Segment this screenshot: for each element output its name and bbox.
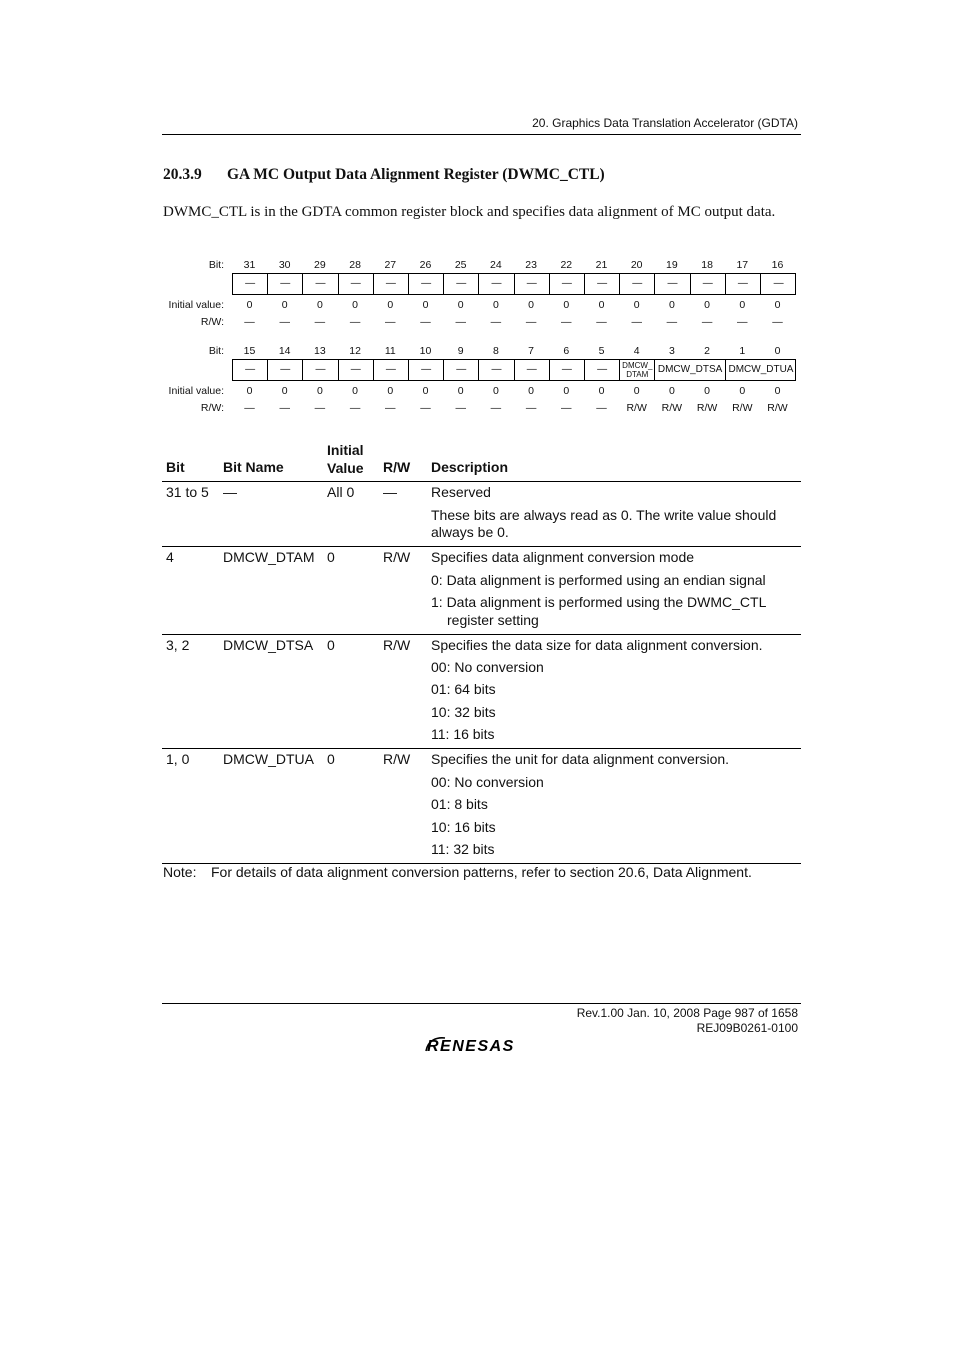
rw-value: — [525,402,537,414]
rw-value: R/W [661,402,683,414]
initial-value: 0 [246,385,253,397]
cell-rw: R/W [383,637,411,653]
bit-number: 27 [384,259,397,271]
cell-initial: All 0 [327,484,355,500]
bit-label: Bit: [208,345,224,357]
rw-value: — [561,402,572,414]
section-number: 20.3.9 [163,166,202,183]
register-field: — [339,274,374,294]
register-field: — [374,274,409,294]
intro-paragraph: DWMC_CTL is in the GDTA common register block and specifies data alignment of MC output data. [163,204,776,220]
initial-value: 0 [598,299,605,311]
initial-value: 0 [316,299,323,311]
cell-description: Reserved [431,484,491,500]
cell-description: 00: No conversion [431,659,544,675]
bit-label: Bit: [208,259,224,271]
bit-number: 20 [630,259,643,271]
initial-value: 0 [668,299,675,311]
cell-description: These bits are always read as 0. The write value should always be 0. [431,507,777,540]
renesas-logo [423,1034,541,1061]
bit-number: 24 [490,259,502,271]
register-field: — [479,274,514,294]
initial-value: 0 [668,385,675,397]
section-title: GA MC Output Data Alignment Register (DWMC_CTL) [227,166,605,183]
bit-number: 5 [598,345,605,357]
footer-revision: Rev.1.00 Jan. 10, 2008 Page 987 of 1658 [576,1006,798,1020]
register-field: — [444,360,479,380]
cell-description: 0: Data alignment is performed using an endian signal [431,572,766,588]
register-field: — [585,360,620,380]
bit-number: 7 [528,345,535,357]
cell-bit: 3, 2 [166,637,190,653]
rw-value: — [314,316,326,328]
bit-number: 19 [666,259,678,271]
rw-value: — [279,316,290,328]
register-field: DMCW_DTSA [655,360,725,380]
initial-value: 0 [633,299,640,311]
rw-value: — [314,402,326,414]
running-header: 20. Graphics Data Translation Accelerator (GDTA) [532,116,798,130]
bit-number: 10 [419,345,432,357]
bit-number: 26 [419,259,432,271]
initial-value: 0 [387,385,394,397]
cell-rw: R/W [383,751,411,767]
initial-value: 0 [598,385,605,397]
bit-number: 21 [595,259,608,271]
rw-value: — [349,316,361,328]
initial-value: 0 [457,385,464,397]
initial-value: 0 [246,299,253,311]
row-rule [162,634,801,635]
cell-bit-name: — [223,484,237,500]
initial-value: 0 [774,299,781,311]
rw-value: — [349,402,361,414]
cell-description: 10: 16 bits [431,819,496,835]
initial-value: 0 [387,299,394,311]
bit-number: 18 [701,259,713,271]
cell-description: Specifies data alignment conversion mode [431,549,695,565]
cell-description: 11: 16 bits [431,726,495,742]
bit-number: 13 [314,345,326,357]
register-field: — [479,360,514,380]
register-field: — [515,360,550,380]
bit-number: 9 [457,345,464,357]
register-field: — [303,274,338,294]
cell-rw: R/W [383,549,411,565]
bit-number: 16 [771,259,784,271]
header-bit: Bit [166,459,185,475]
logo-wordmark: RENESAS [427,1038,515,1055]
rw-value: — [666,316,678,328]
register-field: — [444,274,479,294]
cell-bit: 31 to 5 [166,484,209,500]
register-field: — [268,360,303,380]
bit-number: 3 [668,345,675,357]
register-field: — [233,274,268,294]
register-field: — [303,360,338,380]
register-field: DMCW_DTUA [728,364,794,375]
initial-value: 0 [492,299,499,311]
cell-bit-name: DMCW_DTAM [223,549,315,565]
rw-value: — [561,316,572,328]
initial-value: 0 [352,385,359,397]
rw-value: — [596,402,607,414]
header-bit-name: Bit Name [223,459,284,475]
cell-bit: 1, 0 [166,751,190,767]
bit-number: 31 [243,259,256,271]
section-heading [163,166,605,184]
bit-number: 23 [525,259,537,271]
rw-value: — [525,316,537,328]
table-header-rule [162,481,801,482]
bit-number: 8 [492,345,499,357]
cell-bit-name: DMCW_DTUA [223,751,314,767]
initial-value: 0 [528,385,535,397]
register-field: — [515,274,550,294]
initial-value: 0 [316,385,323,397]
bit-number: 4 [633,345,640,357]
header-rw: R/W [383,459,411,475]
rw-value: — [490,402,502,414]
cell-description: 01: 8 bits [431,796,488,812]
initial-value: 0 [704,299,711,311]
initial-value: 0 [563,299,570,311]
register-field: — [773,278,784,289]
register-field: — [550,360,585,380]
initial-value: 0 [422,299,429,311]
register-field: — [409,274,444,294]
initial-value: 0 [633,385,640,397]
bit-number: 0 [774,345,781,357]
rw-label: R/W: [200,402,224,414]
bit-number: 25 [454,259,467,271]
note-text: For details of data alignment conversion patterns, refer to section 20.6, Data Alignment. [211,864,752,880]
bit-number: 14 [278,345,291,357]
rw-value: — [701,316,713,328]
rw-value: — [244,316,255,328]
rw-value: — [490,316,502,328]
cell-description: 10: 32 bits [431,704,496,720]
cell-description: 1: Data alignment is performed using the DWMC_CTL [431,594,767,610]
initial-value: 0 [281,385,288,397]
renesas-logo-mark [423,1034,541,1056]
bit-number: 29 [314,259,326,271]
rw-value: R/W [696,402,718,414]
rw-value: — [455,402,466,414]
rw-value: — [279,402,290,414]
initial-value: 0 [422,385,429,397]
initial-value: 0 [704,385,711,397]
bit-number: 17 [736,259,749,271]
bit-number: 6 [563,345,570,357]
initial-value: 0 [774,385,781,397]
rw-value: — [420,402,431,414]
rw-value: — [420,316,431,328]
bit-number: 12 [349,345,361,357]
rw-value: — [385,316,396,328]
initial-value: 0 [457,299,464,311]
initial-value-label: Initial value: [168,385,224,397]
bit-number: 15 [243,345,256,357]
rw-label: R/W: [200,316,224,328]
header-description: Description [431,459,509,475]
cell-rw: — [383,484,397,500]
initial-value: 0 [528,299,535,311]
register-field: — [655,274,690,294]
rw-value: — [772,316,783,328]
register-field: — [726,274,761,294]
rw-value: — [244,402,255,414]
rw-value: — [385,402,396,414]
cell-bit-name: DMCW_DTSA [223,637,314,653]
register-field: — [620,274,655,294]
table-note [163,864,752,880]
bit-number: 22 [560,259,573,271]
rw-value: — [737,316,748,328]
rw-value: — [596,316,607,328]
initial-value: 0 [492,385,499,397]
bit-number: 30 [278,259,291,271]
cell-initial: 0 [327,751,335,767]
row-rule [162,748,801,749]
bit-number: 1 [739,345,746,357]
bit-number: 11 [384,345,396,357]
row-rule [162,546,801,547]
cell-description: 00: No conversion [431,774,544,790]
note-label: Note: [163,864,197,880]
register-field-box [232,273,796,295]
rw-value: R/W [767,402,788,414]
header-initial-value: Initial Value [327,442,364,476]
bit-number: 2 [704,345,711,357]
cell-description: 01: 64 bits [431,681,496,697]
footer-rule [162,1003,801,1004]
rw-value: R/W [732,402,753,414]
register-field: — [585,274,620,294]
register-field: — [339,360,374,380]
register-field-box [232,359,796,381]
register-field: — [550,274,585,294]
cell-initial: 0 [327,549,335,565]
cell-description: Specifies the data size for data alignment conversion. [431,637,763,653]
rw-value: — [631,316,642,328]
footer-doc-number: REJ09B0261-0100 [696,1021,798,1035]
register-field: — [268,274,303,294]
cell-initial: 0 [327,637,335,653]
bit-number: 28 [349,259,361,271]
rw-value: — [455,316,466,328]
initial-value-label: Initial value: [168,299,224,311]
register-field: — [691,274,726,294]
cell-description: register setting [447,612,539,628]
register-field: — [409,360,444,380]
initial-value: 0 [739,299,746,311]
register-field: — [233,360,268,380]
initial-value: 0 [352,299,359,311]
initial-value: 0 [563,385,570,397]
header-rule [162,134,801,135]
initial-value: 0 [281,299,288,311]
register-field: DMCW_ DTAM [620,360,655,380]
initial-value: 0 [739,385,746,397]
register-field: — [374,360,409,380]
cell-description: Specifies the unit for data alignment conversion. [431,751,730,767]
cell-bit: 4 [166,549,174,565]
rw-value: R/W [626,402,647,414]
cell-description: 11: 32 bits [431,841,495,857]
